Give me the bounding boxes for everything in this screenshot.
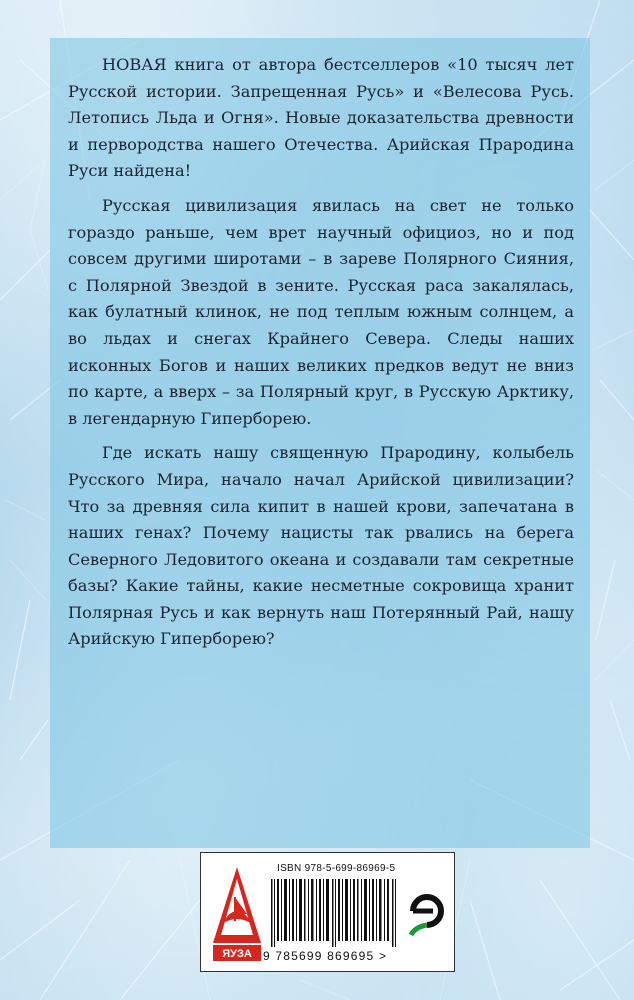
paragraph-3: Где искать нашу священную Прародину, колыбель Русского Мира, начало начал Арийской цивилизации? Что за древняя сила кипит в нашей крови, запечатана в наших генах? Почему нацисты так рвались на берега Северного Ледовитого океана и создавали там секретные базы? Какие тайны, какие несметные сокровища хранит Полярная Русь и как вернуть наш Потерянный Рай, нашу Арийскую Гиперборею?	[68, 443, 574, 649]
eksmo-logo	[407, 881, 447, 941]
annotation-text	[68, 52, 574, 653]
barcode-box	[200, 852, 455, 972]
yuza-logo	[211, 863, 263, 963]
paragraph-2: Русская цивилизация явилась на свет не только гораздо раньше, чем врет научный официоз, но и под совсем другими широтами – в зареве Полярного Сияния, с Полярной Звездой в зените. Русская раса закалялась, как булатный клинок, не под теплым южным солнцем, а во льдах и снегах Крайнего Севера. Следы наших исконных Богов и наших великих предков ведут не вниз по карте, а вверх – за Полярный круг, в Русскую Арктику, в легендарную Гиперборею.	[68, 195, 574, 428]
eksmo-e-icon	[411, 897, 441, 935]
barcode-bars	[271, 879, 401, 947]
paragraph-1: НОВАЯ книга от автора бестселлеров «10 тысяч лет Русской истории. Запрещенная Русь» и «Велесова Русь. Летопись Льда и Огня». Новые доказательства древности и первородства нашего Отечества. Арийская Прародина Руси найдена!	[68, 55, 574, 181]
isbn-label: ISBN 978-5-699-86969-5	[277, 863, 396, 874]
barcode-number: 9 785699 869695 >	[263, 949, 388, 963]
publisher-name: ЯУЗА	[222, 948, 252, 960]
